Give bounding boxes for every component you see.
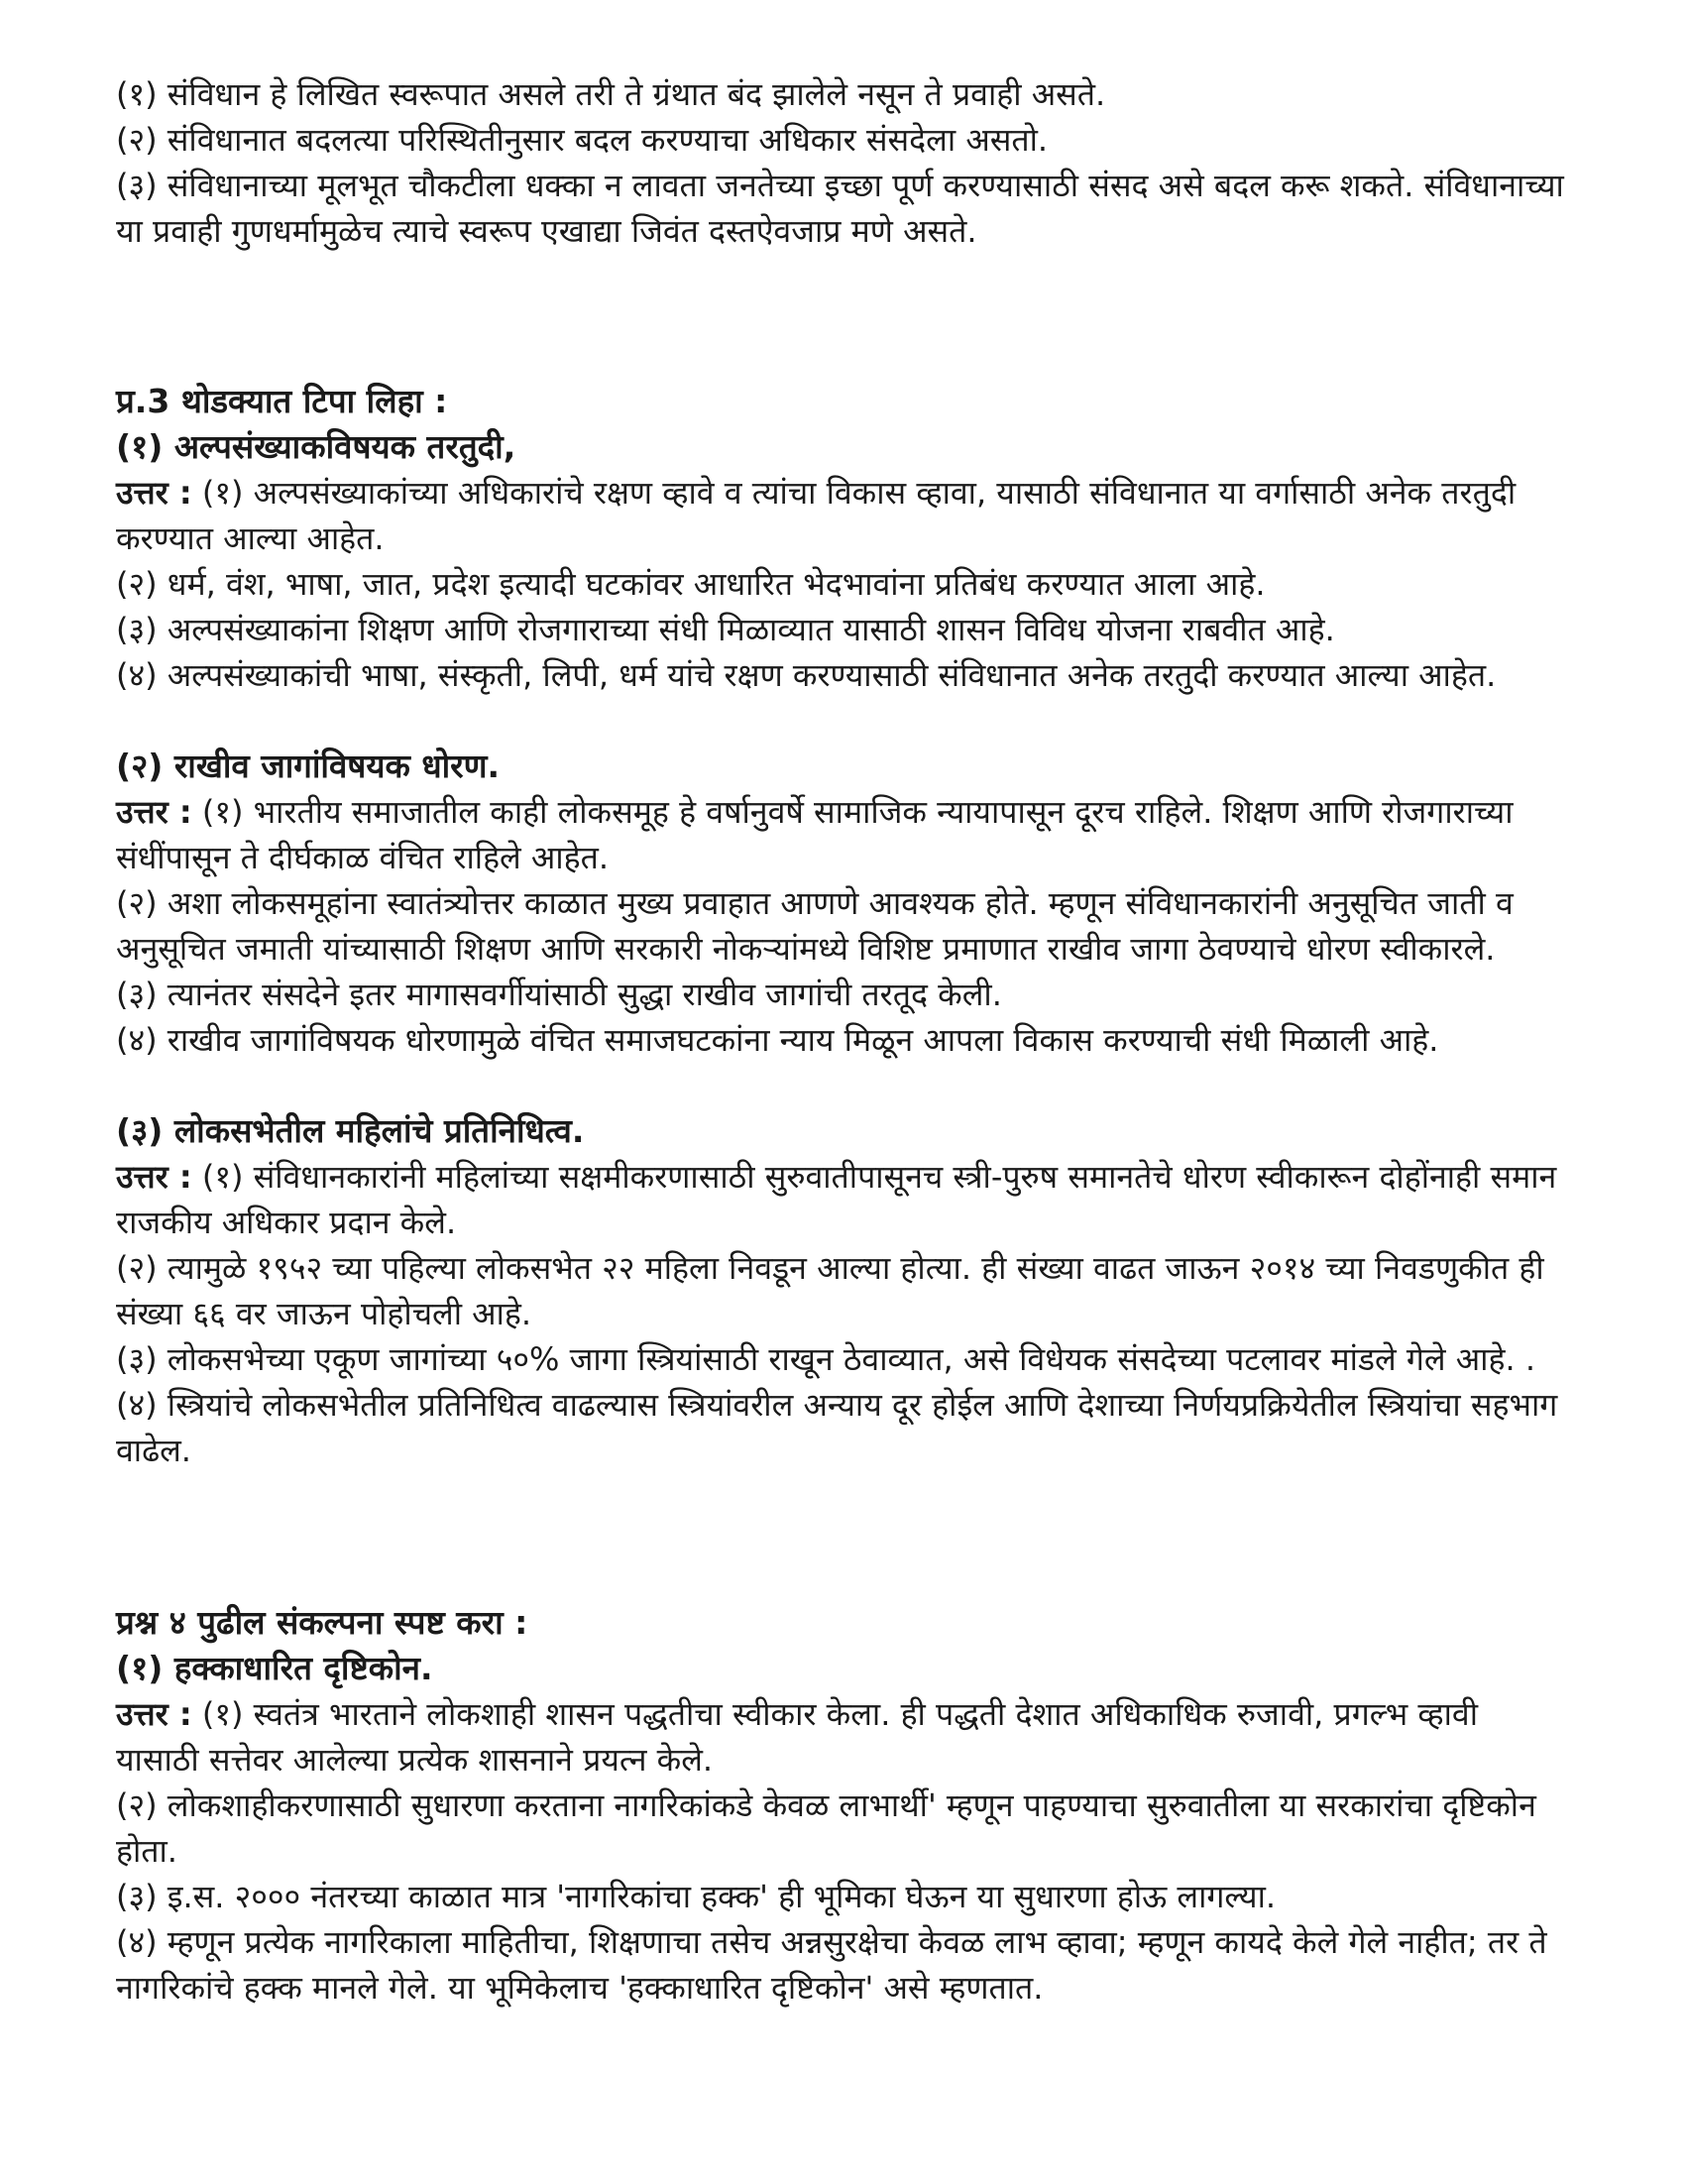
q3-title: प्र.3 थोडक्यात टिपा लिहा : [116,382,448,420]
q4-title: प्रश्न ४ पुढील संकल्पना स्पष्ट करा : [116,1603,528,1642]
q3-sub2-answer-4: (४) राखीव जागांविषयक धोरणामुळे वंचित समाजघटकांना न्याय मिळून आपला विकास करण्याची संधी मिळाली आहे. [116,1021,1439,1059]
q4-sub1-answer-1 [116,1691,1569,1782]
spacer [116,254,1569,379]
q3-sub2-answer-2: (२) अशा लोकसमूहांना स्वातंत्र्योत्तर काळात मुख्य प्रवाहात आणणे आवश्यक होते. म्हणून संविधानकारांनी अनुसूचित जाती व अनुसूचित जमाती यांच्यासाठी शिक्षण आणि सरकारी नोकऱ्यांमध्ये विशिष्ट प्रमाणात राखीव जागा ठेवण्याचे धोरण स्वीकारले. [116,884,1514,968]
q4-sub1-answer-4: (४) म्हणून प्रत्येक नागरिकाला माहितीचा, शिक्षणाचा तसेच अन्नसुरक्षेचा केवळ लाभ व्हावा; म्हणून कायदे केले गेले नाहीत; तर ते नागरिकांचे हक्क मानले गेले. या भूमिकेलाच 'हक्काधारित दृष्टिकोन' असे म्हणतात. [116,1923,1547,2007]
q3-sub2-answer-1 [116,789,1569,880]
q3-sub1-answer-4: (४) अल्पसंख्याकांची भाषा, संस्कृती, लिपी, धर्म यांचे रक्षण करण्यासाठी संविधानात अनेक तरतुदी करण्यात आल्या आहेत. [116,656,1497,694]
answer-text: (१) भारतीय समाजातील काही लोकसमूह हे वर्षानुवर्षे सामाजिक न्यायापासून दूरच राहिले. शिक्षण आणि रोजगाराच्या संधींपासून ते दीर्घकाळ वंचित राहिले आहेत. [116,793,1514,876]
q3-sub3-answer-3: (३) लोकसभेच्या एकूण जागांच्या ५०% जागा स्त्रियांसाठी राखून ठेवाव्यात, असे विधेयक संसदेच्या पटलावर मांडले गेले आहे. . [116,1340,1536,1378]
answer-label: उत्तर : [116,474,192,512]
q3-sub3-answer-4: (४) स्त्रियांचे लोकसभेतील प्रतिनिधित्व वाढल्यास स्त्रियांवरील अन्याय दूर होईल आणि देशाच्या निर्णयप्रक्रियेतील स्त्रियांचा सहभाग वाढेल. [116,1386,1558,1469]
q3-sub3-answer-2: (२) त्यामुळे १९५२ च्या पहिल्या लोकसभेत २२ महिला निवडून आल्या होत्या. ही संख्या वाढत जाऊन २०१४ च्या निवडणुकीत ही संख्या ६६ वर जाऊन पोहोचली आहे. [116,1249,1544,1332]
q3-sub1-answer-2: (२) धर्म, वंश, भाषा, जात, प्रदेश इत्यादी घटकांवर आधारित भेदभावांना प्रतिबंध करण्यात आला आहे. [116,565,1266,603]
answer-text: (१) संविधानकारांनी महिलांच्या सक्षमीकरणासाठी सुरुवातीपासूनच स्त्री-पुरुष समानतेचे धोरण स्वीकारून दोहोंनाही समान राजकीय अधिकार प्रदान केले. [116,1158,1557,1241]
spacer [116,698,1569,744]
q3-sub2-answer-3: (३) त्यानंतर संसदेने इतर मागासवर्गीयांसाठी सुद्धा राखीव जागांची तरतूद केली. [116,976,1002,1013]
intro-point-1: (१) संविधान हे लिखित स्वरूपात असले तरी ते ग्रंथात बंद झालेले नसून ते प्रवाही असते. [116,75,1106,113]
q3-sub1-title: (१) अल्पसंख्याकविषयक तरतुदी, [116,427,516,466]
q4-sub1-answer-3: (३) इ.स. २००० नंतरच्या काळात मात्र 'नागरिकांचा हक्क' ही भूमिका घेऊन या सुधारणा होऊ लागल्या. [116,1878,1277,1915]
answer-text: (१) स्वतंत्र भारताने लोकशाही शासन पद्धतीचा स्वीकार केला. ही पद्धती देशात अधिकाधिक रुजावी, प्रगल्भ व्हावी यासाठी सत्तेवर आलेल्या प्रत्येक शासनाने प्रयत्न केले. [116,1695,1479,1779]
intro-point-2: (२) संविधानात बदलत्या परिस्थितीनुसार बदल करण्याचा अधिकार संसदेला असतो. [116,121,1049,159]
q3-sub1-answer-1 [116,470,1569,561]
answer-label: उत्तर : [116,1158,192,1196]
q4-sub1-title: (१) हक्काधारित दृष्टिकोन. [116,1649,433,1687]
intro-point-3: (३) संविधानाच्या मूलभूत चौकटीला धक्का न लावता जनतेच्या इच्छा पूर्ण करण्यासाठी संसद असे बदल करू शकते. संविधानाच्या या प्रवाही गुणधर्मामुळेच त्याचे स्वरूप एखाद्या जिवंत दस्तऐवजाप्र मणे असते. [116,167,1564,250]
q3-sub3-title: (३) लोकसभेतील महिलांचे प्रतिनिधित्व. [116,1111,585,1150]
answer-label: उत्तर : [116,1695,192,1733]
spacer [116,1063,1569,1108]
answer-label: उत्तर : [116,793,192,831]
answer-text: (१) अल्पसंख्याकांच्या अधिकारांचे रक्षण व्हावे व त्यांचा विकास व्हावा, यासाठी संविधानात या वर्गासाठी अनेक तरतुदी करण्यात आल्या आहेत. [116,474,1517,557]
spacer [116,1473,1569,1600]
q3-sub2-title: (२) राखीव जागांविषयक धोरण. [116,747,501,785]
q4-sub1-answer-2: (२) लोकशाहीकरणासाठी सुधारणा करताना नागरिकांकडे केवळ लाभार्थी' म्हणून पाहण्याचा सुरुवातीला या सरकारांचा दृष्टिकोन होता. [116,1786,1536,1870]
q3-sub3-answer-1 [116,1154,1569,1245]
q3-sub1-answer-3: (३) अल्पसंख्याकांना शिक्षण आणि रोजगाराच्या संधी मिळाव्यात यासाठी शासन विविध योजना राबवीत आहे. [116,611,1335,648]
